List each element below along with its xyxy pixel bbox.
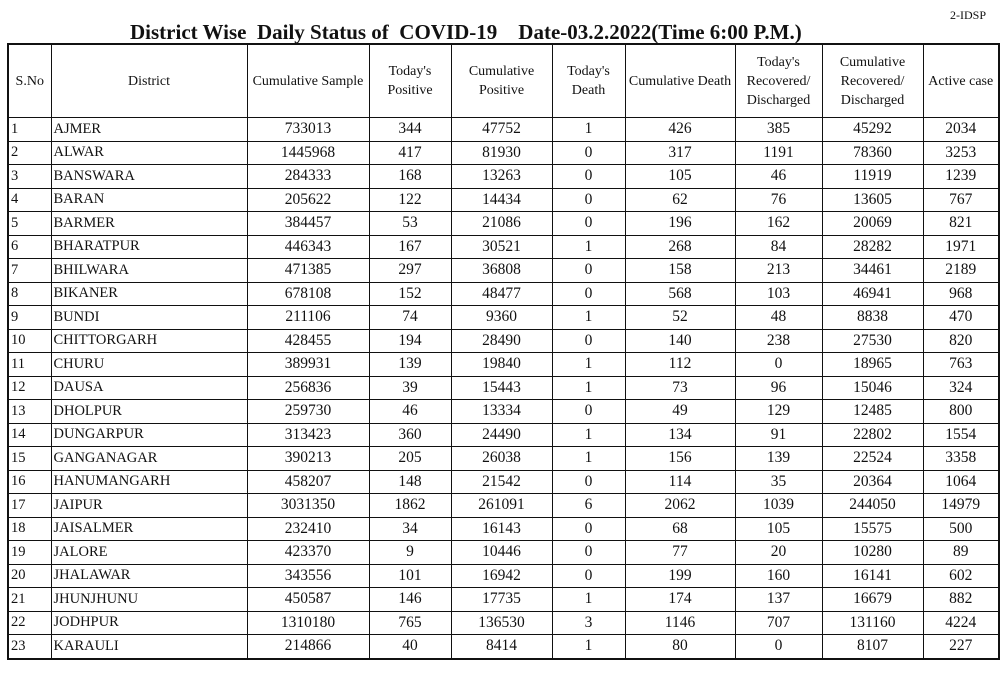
cell-todays-recovered: 46 bbox=[735, 165, 822, 189]
cell-cumulative-recovered: 11919 bbox=[822, 165, 923, 189]
cell-active-case: 470 bbox=[923, 306, 999, 330]
cell-active-case: 821 bbox=[923, 212, 999, 236]
covid-status-table bbox=[7, 43, 1000, 660]
cell-sno: 2 bbox=[8, 141, 51, 165]
cell-cumulative-sample: 214866 bbox=[247, 635, 369, 659]
cell-todays-positive: 46 bbox=[369, 400, 451, 424]
cell-sno: 10 bbox=[8, 329, 51, 353]
cell-todays-recovered: 139 bbox=[735, 447, 822, 471]
cell-active-case: 767 bbox=[923, 188, 999, 212]
cell-todays-death: 0 bbox=[552, 400, 625, 424]
cell-cumulative-recovered: 16679 bbox=[822, 588, 923, 612]
cell-active-case: 500 bbox=[923, 517, 999, 541]
cell-district: HANUMANGARH bbox=[51, 470, 247, 494]
cell-todays-positive: 168 bbox=[369, 165, 451, 189]
cell-cumulative-positive: 14434 bbox=[451, 188, 552, 212]
cell-todays-positive: 40 bbox=[369, 635, 451, 659]
cell-cumulative-death: 140 bbox=[625, 329, 735, 353]
cell-cumulative-recovered: 10280 bbox=[822, 541, 923, 565]
cell-todays-recovered: 105 bbox=[735, 517, 822, 541]
table-row bbox=[8, 235, 999, 259]
cell-cumulative-recovered: 8838 bbox=[822, 306, 923, 330]
cell-todays-positive: 167 bbox=[369, 235, 451, 259]
cell-cumulative-recovered: 244050 bbox=[822, 494, 923, 518]
header-todays-death: Today's Death bbox=[552, 44, 625, 118]
cell-active-case: 1971 bbox=[923, 235, 999, 259]
cell-todays-positive: 417 bbox=[369, 141, 451, 165]
cell-todays-recovered: 84 bbox=[735, 235, 822, 259]
cell-sno: 19 bbox=[8, 541, 51, 565]
cell-todays-death: 0 bbox=[552, 141, 625, 165]
cell-todays-death: 0 bbox=[552, 470, 625, 494]
cell-cumulative-sample: 389931 bbox=[247, 353, 369, 377]
cell-cumulative-sample: 678108 bbox=[247, 282, 369, 306]
cell-todays-death: 0 bbox=[552, 541, 625, 565]
cell-cumulative-sample: 446343 bbox=[247, 235, 369, 259]
table-row bbox=[8, 470, 999, 494]
cell-todays-death: 3 bbox=[552, 611, 625, 635]
cell-todays-positive: 205 bbox=[369, 447, 451, 471]
cell-todays-positive: 148 bbox=[369, 470, 451, 494]
table-row bbox=[8, 376, 999, 400]
cell-todays-positive: 194 bbox=[369, 329, 451, 353]
cell-cumulative-sample: 3031350 bbox=[247, 494, 369, 518]
cell-district: JODHPUR bbox=[51, 611, 247, 635]
cell-sno: 23 bbox=[8, 635, 51, 659]
table-row bbox=[8, 329, 999, 353]
cell-cumulative-death: 134 bbox=[625, 423, 735, 447]
cell-sno: 13 bbox=[8, 400, 51, 424]
cell-cumulative-death: 105 bbox=[625, 165, 735, 189]
document-code: 2-IDSP bbox=[950, 8, 987, 22]
cell-district: GANGANAGAR bbox=[51, 447, 247, 471]
cell-cumulative-positive: 24490 bbox=[451, 423, 552, 447]
cell-cumulative-recovered: 20364 bbox=[822, 470, 923, 494]
cell-todays-recovered: 213 bbox=[735, 259, 822, 283]
cell-cumulative-sample: 450587 bbox=[247, 588, 369, 612]
cell-district: AJMER bbox=[51, 118, 247, 142]
cell-active-case: 1239 bbox=[923, 165, 999, 189]
cell-todays-recovered: 91 bbox=[735, 423, 822, 447]
cell-cumulative-death: 114 bbox=[625, 470, 735, 494]
cell-active-case: 227 bbox=[923, 635, 999, 659]
cell-todays-positive: 146 bbox=[369, 588, 451, 612]
table-row bbox=[8, 118, 999, 142]
table-body bbox=[8, 118, 999, 659]
table-row bbox=[8, 517, 999, 541]
cell-todays-positive: 9 bbox=[369, 541, 451, 565]
cell-todays-death: 1 bbox=[552, 306, 625, 330]
cell-todays-recovered: 103 bbox=[735, 282, 822, 306]
cell-cumulative-recovered: 34461 bbox=[822, 259, 923, 283]
cell-sno: 12 bbox=[8, 376, 51, 400]
cell-district: CHURU bbox=[51, 353, 247, 377]
cell-cumulative-recovered: 12485 bbox=[822, 400, 923, 424]
cell-cumulative-death: 80 bbox=[625, 635, 735, 659]
cell-sno: 5 bbox=[8, 212, 51, 236]
table-row bbox=[8, 141, 999, 165]
table-header-row bbox=[8, 44, 999, 118]
cell-todays-recovered: 96 bbox=[735, 376, 822, 400]
cell-todays-recovered: 160 bbox=[735, 564, 822, 588]
cell-district: ALWAR bbox=[51, 141, 247, 165]
cell-todays-recovered: 238 bbox=[735, 329, 822, 353]
header-cumulative-sample: Cumulative Sample bbox=[247, 44, 369, 118]
cell-sno: 16 bbox=[8, 470, 51, 494]
cell-sno: 15 bbox=[8, 447, 51, 471]
cell-cumulative-death: 77 bbox=[625, 541, 735, 565]
cell-sno: 6 bbox=[8, 235, 51, 259]
cell-cumulative-positive: 26038 bbox=[451, 447, 552, 471]
cell-cumulative-sample: 259730 bbox=[247, 400, 369, 424]
cell-cumulative-sample: 428455 bbox=[247, 329, 369, 353]
cell-sno: 9 bbox=[8, 306, 51, 330]
cell-cumulative-sample: 313423 bbox=[247, 423, 369, 447]
cell-todays-positive: 101 bbox=[369, 564, 451, 588]
cell-cumulative-positive: 8414 bbox=[451, 635, 552, 659]
cell-district: BUNDI bbox=[51, 306, 247, 330]
table-row bbox=[8, 353, 999, 377]
table-row bbox=[8, 635, 999, 659]
cell-cumulative-sample: 256836 bbox=[247, 376, 369, 400]
cell-cumulative-positive: 17735 bbox=[451, 588, 552, 612]
cell-cumulative-death: 1146 bbox=[625, 611, 735, 635]
cell-active-case: 2189 bbox=[923, 259, 999, 283]
table-row bbox=[8, 259, 999, 283]
cell-todays-positive: 39 bbox=[369, 376, 451, 400]
cell-cumulative-recovered: 13605 bbox=[822, 188, 923, 212]
cell-cumulative-death: 196 bbox=[625, 212, 735, 236]
cell-cumulative-recovered: 22802 bbox=[822, 423, 923, 447]
cell-cumulative-recovered: 78360 bbox=[822, 141, 923, 165]
table-row bbox=[8, 541, 999, 565]
cell-active-case: 820 bbox=[923, 329, 999, 353]
cell-sno: 4 bbox=[8, 188, 51, 212]
cell-todays-death: 0 bbox=[552, 564, 625, 588]
cell-todays-recovered: 48 bbox=[735, 306, 822, 330]
cell-cumulative-recovered: 45292 bbox=[822, 118, 923, 142]
cell-todays-death: 1 bbox=[552, 376, 625, 400]
cell-cumulative-death: 158 bbox=[625, 259, 735, 283]
cell-todays-positive: 344 bbox=[369, 118, 451, 142]
header-cumulative-death: Cumulative Death bbox=[625, 44, 735, 118]
cell-cumulative-recovered: 131160 bbox=[822, 611, 923, 635]
cell-cumulative-sample: 284333 bbox=[247, 165, 369, 189]
table-row bbox=[8, 588, 999, 612]
cell-cumulative-positive: 19840 bbox=[451, 353, 552, 377]
cell-cumulative-recovered: 28282 bbox=[822, 235, 923, 259]
cell-cumulative-death: 112 bbox=[625, 353, 735, 377]
cell-sno: 1 bbox=[8, 118, 51, 142]
cell-cumulative-death: 49 bbox=[625, 400, 735, 424]
cell-todays-recovered: 35 bbox=[735, 470, 822, 494]
cell-cumulative-recovered: 15575 bbox=[822, 517, 923, 541]
cell-cumulative-positive: 13263 bbox=[451, 165, 552, 189]
cell-district: JAIPUR bbox=[51, 494, 247, 518]
cell-cumulative-positive: 28490 bbox=[451, 329, 552, 353]
cell-sno: 22 bbox=[8, 611, 51, 635]
cell-todays-death: 1 bbox=[552, 635, 625, 659]
cell-active-case: 324 bbox=[923, 376, 999, 400]
table-row bbox=[8, 494, 999, 518]
cell-todays-recovered: 707 bbox=[735, 611, 822, 635]
header-todays-positive: Today's Positive bbox=[369, 44, 451, 118]
header-district: District bbox=[51, 44, 247, 118]
cell-cumulative-positive: 48477 bbox=[451, 282, 552, 306]
cell-cumulative-recovered: 8107 bbox=[822, 635, 923, 659]
cell-district: DAUSA bbox=[51, 376, 247, 400]
table-row bbox=[8, 165, 999, 189]
cell-todays-positive: 53 bbox=[369, 212, 451, 236]
cell-todays-death: 1 bbox=[552, 235, 625, 259]
cell-active-case: 968 bbox=[923, 282, 999, 306]
table-row bbox=[8, 282, 999, 306]
cell-cumulative-death: 73 bbox=[625, 376, 735, 400]
cell-cumulative-positive: 9360 bbox=[451, 306, 552, 330]
cell-district: BANSWARA bbox=[51, 165, 247, 189]
cell-cumulative-death: 426 bbox=[625, 118, 735, 142]
cell-todays-positive: 139 bbox=[369, 353, 451, 377]
cell-todays-positive: 765 bbox=[369, 611, 451, 635]
cell-district: DUNGARPUR bbox=[51, 423, 247, 447]
cell-cumulative-sample: 423370 bbox=[247, 541, 369, 565]
cell-cumulative-sample: 390213 bbox=[247, 447, 369, 471]
cell-todays-death: 0 bbox=[552, 212, 625, 236]
cell-cumulative-sample: 733013 bbox=[247, 118, 369, 142]
cell-cumulative-sample: 1445968 bbox=[247, 141, 369, 165]
cell-todays-death: 0 bbox=[552, 329, 625, 353]
cell-cumulative-sample: 471385 bbox=[247, 259, 369, 283]
cell-sno: 18 bbox=[8, 517, 51, 541]
cell-todays-death: 0 bbox=[552, 165, 625, 189]
cell-todays-positive: 297 bbox=[369, 259, 451, 283]
cell-sno: 21 bbox=[8, 588, 51, 612]
header-cumulative-positive: Cumulative Positive bbox=[451, 44, 552, 118]
cell-cumulative-positive: 81930 bbox=[451, 141, 552, 165]
cell-cumulative-death: 199 bbox=[625, 564, 735, 588]
header-active-case: Active case bbox=[923, 44, 999, 118]
table-row bbox=[8, 212, 999, 236]
cell-district: DHOLPUR bbox=[51, 400, 247, 424]
cell-active-case: 3358 bbox=[923, 447, 999, 471]
cell-active-case: 882 bbox=[923, 588, 999, 612]
cell-active-case: 2034 bbox=[923, 118, 999, 142]
cell-cumulative-recovered: 18965 bbox=[822, 353, 923, 377]
cell-cumulative-positive: 13334 bbox=[451, 400, 552, 424]
header-todays-recovered: Today's Recovered/ Discharged bbox=[735, 44, 822, 118]
cell-cumulative-sample: 343556 bbox=[247, 564, 369, 588]
cell-todays-death: 0 bbox=[552, 188, 625, 212]
cell-cumulative-positive: 16942 bbox=[451, 564, 552, 588]
cell-cumulative-sample: 232410 bbox=[247, 517, 369, 541]
cell-district: BHARATPUR bbox=[51, 235, 247, 259]
cell-district: BHILWARA bbox=[51, 259, 247, 283]
cell-cumulative-death: 62 bbox=[625, 188, 735, 212]
cell-todays-recovered: 0 bbox=[735, 353, 822, 377]
cell-todays-recovered: 129 bbox=[735, 400, 822, 424]
cell-district: BARMER bbox=[51, 212, 247, 236]
cell-cumulative-positive: 136530 bbox=[451, 611, 552, 635]
cell-district: BARAN bbox=[51, 188, 247, 212]
cell-cumulative-recovered: 16141 bbox=[822, 564, 923, 588]
cell-active-case: 1064 bbox=[923, 470, 999, 494]
cell-cumulative-positive: 47752 bbox=[451, 118, 552, 142]
cell-cumulative-positive: 16143 bbox=[451, 517, 552, 541]
cell-district: CHITTORGARH bbox=[51, 329, 247, 353]
cell-cumulative-positive: 10446 bbox=[451, 541, 552, 565]
cell-cumulative-sample: 205622 bbox=[247, 188, 369, 212]
cell-sno: 8 bbox=[8, 282, 51, 306]
cell-cumulative-positive: 21086 bbox=[451, 212, 552, 236]
cell-todays-recovered: 76 bbox=[735, 188, 822, 212]
cell-active-case: 4224 bbox=[923, 611, 999, 635]
cell-active-case: 602 bbox=[923, 564, 999, 588]
cell-todays-death: 1 bbox=[552, 588, 625, 612]
cell-cumulative-death: 2062 bbox=[625, 494, 735, 518]
cell-todays-recovered: 385 bbox=[735, 118, 822, 142]
cell-active-case: 14979 bbox=[923, 494, 999, 518]
cell-sno: 3 bbox=[8, 165, 51, 189]
cell-district: JHALAWAR bbox=[51, 564, 247, 588]
cell-district: JHUNJHUNU bbox=[51, 588, 247, 612]
cell-sno: 11 bbox=[8, 353, 51, 377]
cell-sno: 20 bbox=[8, 564, 51, 588]
cell-district: KARAULI bbox=[51, 635, 247, 659]
cell-cumulative-death: 568 bbox=[625, 282, 735, 306]
cell-todays-recovered: 20 bbox=[735, 541, 822, 565]
cell-cumulative-positive: 36808 bbox=[451, 259, 552, 283]
cell-cumulative-recovered: 27530 bbox=[822, 329, 923, 353]
cell-cumulative-sample: 384457 bbox=[247, 212, 369, 236]
cell-todays-recovered: 1191 bbox=[735, 141, 822, 165]
cell-active-case: 800 bbox=[923, 400, 999, 424]
table-row bbox=[8, 447, 999, 471]
cell-cumulative-death: 68 bbox=[625, 517, 735, 541]
cell-todays-positive: 74 bbox=[369, 306, 451, 330]
cell-todays-death: 1 bbox=[552, 353, 625, 377]
cell-cumulative-death: 268 bbox=[625, 235, 735, 259]
header-cumulative-recovered: Cumulative Recovered/ Discharged bbox=[822, 44, 923, 118]
cell-todays-recovered: 162 bbox=[735, 212, 822, 236]
cell-district: JALORE bbox=[51, 541, 247, 565]
table-row bbox=[8, 564, 999, 588]
cell-cumulative-positive: 21542 bbox=[451, 470, 552, 494]
cell-cumulative-sample: 211106 bbox=[247, 306, 369, 330]
cell-sno: 14 bbox=[8, 423, 51, 447]
cell-todays-positive: 34 bbox=[369, 517, 451, 541]
cell-cumulative-sample: 458207 bbox=[247, 470, 369, 494]
cell-todays-death: 0 bbox=[552, 282, 625, 306]
cell-todays-recovered: 0 bbox=[735, 635, 822, 659]
table-row bbox=[8, 306, 999, 330]
cell-cumulative-positive: 15443 bbox=[451, 376, 552, 400]
cell-cumulative-positive: 261091 bbox=[451, 494, 552, 518]
cell-todays-positive: 152 bbox=[369, 282, 451, 306]
cell-district: BIKANER bbox=[51, 282, 247, 306]
cell-active-case: 763 bbox=[923, 353, 999, 377]
cell-todays-recovered: 137 bbox=[735, 588, 822, 612]
cell-todays-death: 0 bbox=[552, 259, 625, 283]
cell-district: JAISALMER bbox=[51, 517, 247, 541]
cell-todays-positive: 360 bbox=[369, 423, 451, 447]
cell-cumulative-recovered: 22524 bbox=[822, 447, 923, 471]
cell-todays-death: 1 bbox=[552, 447, 625, 471]
cell-active-case: 89 bbox=[923, 541, 999, 565]
table-row bbox=[8, 611, 999, 635]
cell-cumulative-death: 174 bbox=[625, 588, 735, 612]
cell-cumulative-death: 317 bbox=[625, 141, 735, 165]
header-sno: S.No bbox=[8, 44, 51, 118]
cell-cumulative-death: 52 bbox=[625, 306, 735, 330]
cell-todays-death: 6 bbox=[552, 494, 625, 518]
table-row bbox=[8, 400, 999, 424]
cell-todays-death: 1 bbox=[552, 423, 625, 447]
cell-todays-death: 1 bbox=[552, 118, 625, 142]
table-row bbox=[8, 188, 999, 212]
cell-cumulative-recovered: 20069 bbox=[822, 212, 923, 236]
cell-cumulative-recovered: 46941 bbox=[822, 282, 923, 306]
cell-cumulative-death: 156 bbox=[625, 447, 735, 471]
table-row bbox=[8, 423, 999, 447]
cell-todays-positive: 122 bbox=[369, 188, 451, 212]
cell-todays-recovered: 1039 bbox=[735, 494, 822, 518]
cell-cumulative-positive: 30521 bbox=[451, 235, 552, 259]
cell-cumulative-sample: 1310180 bbox=[247, 611, 369, 635]
cell-todays-death: 0 bbox=[552, 517, 625, 541]
cell-sno: 17 bbox=[8, 494, 51, 518]
cell-active-case: 1554 bbox=[923, 423, 999, 447]
cell-active-case: 3253 bbox=[923, 141, 999, 165]
page-title: District Wise Daily Status of COVID-19 Date-03.2.2022(Time 6:00 P.M.) bbox=[130, 20, 802, 44]
cell-cumulative-recovered: 15046 bbox=[822, 376, 923, 400]
cell-sno: 7 bbox=[8, 259, 51, 283]
cell-todays-positive: 1862 bbox=[369, 494, 451, 518]
